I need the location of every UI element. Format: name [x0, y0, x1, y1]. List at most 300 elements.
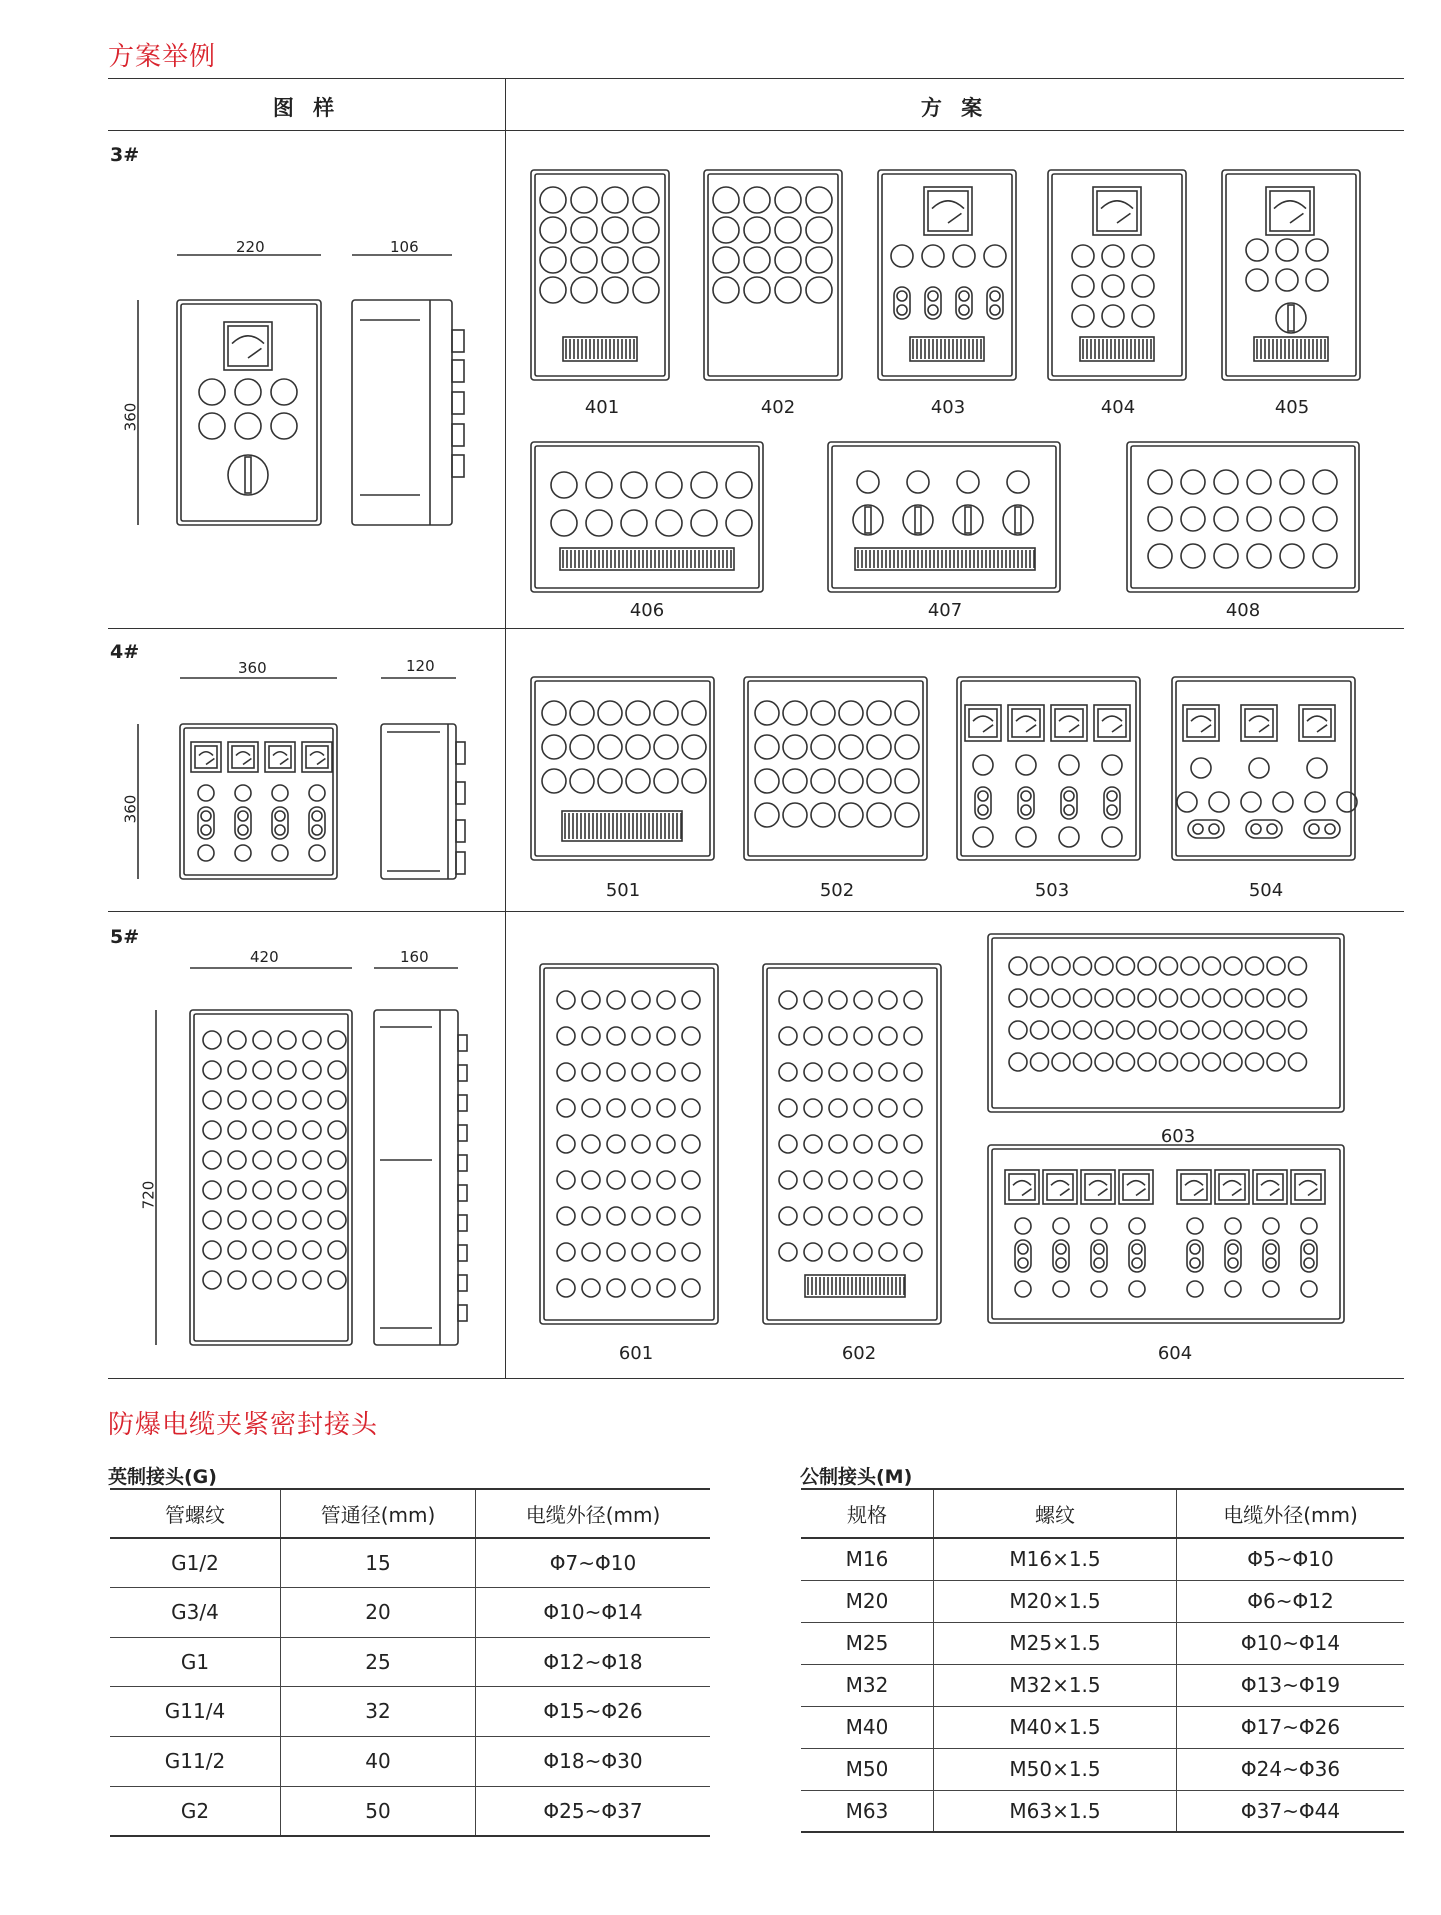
button-pair	[987, 287, 1003, 319]
button-pair	[1301, 1240, 1317, 1272]
hole-circle	[582, 1279, 600, 1297]
hole-circle	[570, 769, 594, 793]
meter-face	[928, 191, 968, 231]
meter-needle	[1270, 1189, 1280, 1196]
button	[959, 305, 969, 315]
hole-circle	[829, 991, 847, 1009]
enclosure-outline	[988, 1145, 1344, 1323]
gland	[458, 1155, 467, 1171]
button	[990, 291, 1000, 301]
hole-circle	[1214, 470, 1238, 494]
hole-circle	[804, 1243, 822, 1261]
dim-depth-4: 120	[406, 657, 435, 675]
meter-face	[1245, 709, 1273, 737]
hole-circle	[867, 701, 891, 725]
gland	[458, 1065, 467, 1081]
hole-circle	[1224, 1021, 1242, 1039]
button-pair	[1225, 1240, 1241, 1272]
meter-needle	[1022, 1189, 1032, 1196]
meter-frame	[1299, 705, 1335, 741]
hole-circle	[632, 1099, 650, 1117]
meter-face	[1303, 709, 1331, 737]
meter-face	[1012, 709, 1040, 737]
hole-circle	[713, 187, 739, 213]
hole-circle	[1241, 792, 1261, 812]
selector-switch	[1003, 505, 1033, 535]
side-view	[381, 724, 456, 879]
plan-label-401: 401	[584, 397, 620, 418]
hole-circle	[1102, 245, 1124, 267]
hole-circle	[303, 1211, 321, 1229]
table-cell: M63×1.5	[934, 1790, 1177, 1832]
metric-header-cable-od: 电缆外径(mm)	[1177, 1489, 1405, 1538]
button-pair	[956, 287, 972, 319]
hole-circle	[235, 785, 251, 801]
side-view	[352, 300, 452, 525]
switch-handle	[1288, 305, 1294, 331]
hole-circle	[1160, 1021, 1178, 1039]
meter-scale	[1016, 716, 1036, 721]
hole-circle	[203, 1241, 221, 1259]
button-pair	[1246, 820, 1282, 838]
hole-circle	[598, 701, 622, 725]
switch-handle	[965, 507, 971, 533]
hole-circle	[278, 1061, 296, 1079]
hole-circle	[557, 1207, 575, 1225]
button-pair	[1304, 820, 1340, 838]
hole-circle	[656, 472, 682, 498]
meter-needle	[317, 759, 325, 765]
hole-circle	[1072, 305, 1094, 327]
hole-circle	[867, 803, 891, 827]
hole-circle	[557, 1279, 575, 1297]
plan-label-503: 503	[1034, 880, 1070, 901]
gland	[458, 1215, 467, 1231]
hole-circle	[1337, 792, 1357, 812]
hole-circle	[1263, 1281, 1279, 1297]
gland	[458, 1245, 467, 1261]
meter-needle	[206, 759, 214, 765]
hole-circle	[551, 510, 577, 536]
hole-circle	[328, 1181, 346, 1199]
switch-handle	[1015, 507, 1021, 533]
hole-circle	[1132, 275, 1154, 297]
hole-circle	[632, 1027, 650, 1045]
button-pair	[1053, 1240, 1069, 1272]
hole-circle	[203, 1181, 221, 1199]
hole-circle	[303, 1061, 321, 1079]
meter-scale	[973, 716, 993, 721]
hole-circle	[203, 1211, 221, 1229]
hole-circle	[328, 1151, 346, 1169]
hole-circle	[1132, 245, 1154, 267]
hole-circle	[1301, 1281, 1317, 1297]
meter-needle	[1194, 1189, 1204, 1196]
hole-circle	[632, 1243, 650, 1261]
table-cell: Φ6~Φ12	[1177, 1580, 1405, 1622]
row-tag-3: 3#	[110, 144, 140, 166]
button	[1190, 1258, 1200, 1268]
plan-label-504: 504	[1248, 880, 1284, 901]
button-pair	[1018, 787, 1034, 819]
enclosure-inner	[748, 681, 923, 856]
enclosure-inner	[992, 1149, 1340, 1319]
hole-circle	[1181, 957, 1199, 975]
hole-circle	[1072, 275, 1094, 297]
table-bottom-rule	[108, 1378, 1404, 1379]
hole-circle	[582, 1063, 600, 1081]
hole-circle	[571, 217, 597, 243]
hole-circle	[253, 1061, 271, 1079]
switch-handle	[245, 457, 251, 493]
hole-circle	[682, 1171, 700, 1189]
hole-circle	[598, 735, 622, 759]
terminal-strip	[855, 548, 1035, 570]
hole-circle	[1263, 1218, 1279, 1234]
hole-circle	[228, 1121, 246, 1139]
hole-circle	[1246, 1021, 1264, 1039]
plan-label-407: 407	[927, 600, 963, 621]
hole-circle	[904, 1171, 922, 1189]
hole-circle	[1031, 989, 1049, 1007]
hole-circle	[806, 277, 832, 303]
hole-circle	[1247, 507, 1271, 531]
hole-circle	[328, 1091, 346, 1109]
table-cell: Φ25~Φ37	[476, 1786, 711, 1836]
meter-frame	[1266, 187, 1314, 235]
meter-scale	[1299, 1181, 1317, 1186]
hole-circle	[654, 701, 678, 725]
hole-circle	[328, 1211, 346, 1229]
meter-face	[1257, 1174, 1283, 1200]
gland	[452, 330, 464, 352]
meter-needle	[1026, 725, 1036, 732]
enclosure-inner	[535, 446, 759, 588]
hole-circle	[867, 735, 891, 759]
gland	[452, 455, 464, 477]
hole-circle	[755, 701, 779, 725]
button	[1107, 791, 1117, 801]
enclosure-outline	[988, 934, 1344, 1112]
enclosure-inner	[1226, 174, 1356, 376]
enclosure-outline	[177, 300, 321, 525]
enclosure-inner	[1052, 174, 1182, 376]
hole-circle	[907, 471, 929, 493]
hole-circle	[278, 1211, 296, 1229]
hole-circle	[1095, 1053, 1113, 1071]
hole-circle	[839, 701, 863, 725]
row-divider-2	[108, 911, 1404, 912]
meter-frame	[1215, 1170, 1249, 1204]
hole-circle	[278, 1181, 296, 1199]
hole-circle	[755, 803, 779, 827]
hole-circle	[804, 1171, 822, 1189]
selector-switch	[1276, 303, 1306, 333]
hole-circle	[253, 1151, 271, 1169]
meter-scale	[1185, 1181, 1203, 1186]
hole-circle	[1007, 471, 1029, 493]
hole-circle	[228, 1181, 246, 1199]
table-cell: M50×1.5	[934, 1748, 1177, 1790]
hole-circle	[1059, 755, 1079, 775]
hole-circle	[1224, 957, 1242, 975]
table-cell: M20	[801, 1580, 934, 1622]
table-cell: M40	[801, 1706, 934, 1748]
hole-circle	[1138, 1053, 1156, 1071]
british-header-bore: 管通径(mm)	[281, 1489, 476, 1538]
hole-circle	[775, 217, 801, 243]
button	[238, 825, 248, 835]
hole-circle	[804, 1063, 822, 1081]
button-pair	[235, 807, 251, 839]
hole-circle	[804, 991, 822, 1009]
hole-circle	[203, 1061, 221, 1079]
hole-circle	[691, 510, 717, 536]
table-row	[801, 1706, 1404, 1748]
button-pair	[1263, 1240, 1279, 1272]
hole-circle	[811, 769, 835, 793]
plan-label-408: 408	[1225, 600, 1261, 621]
side-view	[374, 1010, 458, 1345]
hole-circle	[271, 379, 297, 405]
hole-circle	[682, 1243, 700, 1261]
meter-frame	[228, 742, 258, 772]
hole-circle	[895, 769, 919, 793]
hole-circle	[1148, 470, 1172, 494]
hole-circle	[1009, 957, 1027, 975]
hole-circle	[582, 1207, 600, 1225]
hole-circle	[904, 1207, 922, 1225]
row-tag-4: 4#	[110, 641, 140, 663]
meter-needle	[243, 759, 251, 765]
hole-circle	[1246, 1053, 1264, 1071]
hole-circle	[278, 1151, 296, 1169]
hole-circle	[657, 1243, 675, 1261]
hole-circle	[253, 1121, 271, 1139]
hole-circle	[1246, 239, 1268, 261]
hole-circle	[1138, 957, 1156, 975]
hole-circle	[303, 1031, 321, 1049]
hole-circle	[744, 187, 770, 213]
terminal-strip	[560, 548, 734, 570]
terminal-strip	[910, 337, 984, 361]
terminal-strip	[562, 811, 682, 841]
table-cell: G1/2	[110, 1538, 281, 1587]
hole-circle	[811, 735, 835, 759]
hole-circle	[713, 217, 739, 243]
hole-circle	[1306, 239, 1328, 261]
hole-circle	[1095, 957, 1113, 975]
hole-circle	[895, 803, 919, 827]
meter-face	[228, 326, 268, 366]
row-divider-1	[108, 628, 1404, 629]
hole-circle	[657, 1063, 675, 1081]
hole-circle	[1095, 989, 1113, 1007]
hole-circle	[1181, 989, 1199, 1007]
terminal-strip	[805, 1275, 905, 1297]
plan-label-405: 405	[1274, 397, 1310, 418]
hole-circle	[1289, 1021, 1307, 1039]
button	[275, 811, 285, 821]
hole-circle	[626, 769, 650, 793]
hole-circle	[1031, 1053, 1049, 1071]
meter-face	[1181, 1174, 1207, 1200]
hole-circle	[1160, 1053, 1178, 1071]
meter-face	[1085, 1174, 1111, 1200]
hole-circle	[744, 277, 770, 303]
table-cell: Φ18~Φ30	[476, 1736, 711, 1786]
hole-circle	[806, 217, 832, 243]
enclosure-inner	[992, 938, 1340, 1108]
hole-circle	[973, 755, 993, 775]
hole-circle	[582, 991, 600, 1009]
enclosure-outline	[1222, 170, 1360, 380]
enclosure-inner	[194, 1014, 348, 1341]
hole-circle	[586, 472, 612, 498]
hole-circle	[253, 1031, 271, 1049]
hole-circle	[228, 1031, 246, 1049]
meter-frame	[1008, 705, 1044, 741]
metric-header-spec: 规格	[801, 1489, 934, 1538]
dim-depth-5: 160	[400, 948, 429, 966]
meter-face	[232, 746, 254, 768]
hole-circle	[775, 247, 801, 273]
hole-circle	[582, 1171, 600, 1189]
button	[312, 811, 322, 821]
hole-circle	[1187, 1281, 1203, 1297]
button	[1304, 1244, 1314, 1254]
hole-circle	[854, 1063, 872, 1081]
hole-circle	[1247, 470, 1271, 494]
selector-switch	[853, 505, 883, 535]
meter-scale	[1274, 201, 1306, 209]
button-pair	[198, 807, 214, 839]
plan-label-604: 604	[1157, 1343, 1193, 1364]
hole-circle	[1289, 989, 1307, 1007]
metric-header-thread: 螺纹	[934, 1489, 1177, 1538]
hole-circle	[235, 379, 261, 405]
hole-circle	[657, 1135, 675, 1153]
switch-handle	[915, 507, 921, 533]
hole-circle	[1148, 544, 1172, 568]
table-header-rule	[108, 130, 1404, 131]
hole-circle	[713, 277, 739, 303]
hole-circle	[839, 803, 863, 827]
hole-circle	[328, 1031, 346, 1049]
hole-circle	[804, 1027, 822, 1045]
meter-face	[1295, 1174, 1321, 1200]
hole-circle	[607, 1207, 625, 1225]
hole-circle	[607, 991, 625, 1009]
hole-circle	[726, 472, 752, 498]
hole-circle	[557, 991, 575, 1009]
hole-circle	[633, 247, 659, 273]
hole-circle	[571, 247, 597, 273]
enclosure-outline	[744, 677, 927, 860]
plan-label-501: 501	[605, 880, 641, 901]
button	[1132, 1244, 1142, 1254]
table-cell: G2	[110, 1786, 281, 1836]
meter-scale	[1051, 1181, 1069, 1186]
table-cell: M16×1.5	[934, 1538, 1177, 1580]
hole-circle	[755, 735, 779, 759]
terminal-strip	[563, 337, 637, 361]
meter-needle	[1308, 1189, 1318, 1196]
button	[1018, 1244, 1028, 1254]
hole-circle	[1015, 1218, 1031, 1234]
button	[990, 305, 1000, 315]
dim-height-5: 720	[139, 1180, 158, 1210]
hole-circle	[867, 769, 891, 793]
hole-circle	[1015, 1281, 1031, 1297]
meter-face	[1270, 191, 1310, 231]
hole-circle	[571, 277, 597, 303]
hole-circle	[1091, 1281, 1107, 1297]
meter-face	[1009, 1174, 1035, 1200]
hole-circle	[1177, 792, 1197, 812]
hole-circle	[829, 1027, 847, 1045]
table-cell: G3/4	[110, 1587, 281, 1637]
hole-circle	[557, 1027, 575, 1045]
metric-table-title: 公制接头(M)	[800, 1466, 913, 1488]
british-table-title: 英制接头(G)	[108, 1466, 217, 1488]
button	[978, 791, 988, 801]
meter-frame	[1119, 1170, 1153, 1204]
section-title-cable-glands: 防爆电缆夹紧密封接头	[108, 1410, 379, 1440]
table-row	[801, 1538, 1404, 1580]
button	[238, 811, 248, 821]
hole-circle	[1016, 827, 1036, 847]
meter-needle	[983, 725, 993, 732]
enclosure-outline	[180, 724, 337, 879]
hole-circle	[839, 769, 863, 793]
hole-circle	[1209, 792, 1229, 812]
hole-circle	[682, 1099, 700, 1117]
selector-switch	[228, 455, 268, 495]
hole-circle	[806, 187, 832, 213]
selector-switch	[903, 505, 933, 535]
hole-circle	[1102, 305, 1124, 327]
hole-circle	[1117, 1053, 1135, 1071]
hole-circle	[607, 1099, 625, 1117]
button	[1056, 1244, 1066, 1254]
meter-frame	[1291, 1170, 1325, 1204]
table-row	[801, 1790, 1404, 1832]
hole-circle	[1307, 758, 1327, 778]
table-cell: M32×1.5	[934, 1664, 1177, 1706]
button	[1304, 1258, 1314, 1268]
meter-face	[1187, 709, 1215, 737]
button	[1018, 1258, 1028, 1268]
hole-circle	[829, 1171, 847, 1189]
hole-circle	[682, 991, 700, 1009]
enclosure-outline	[828, 442, 1060, 592]
meter-frame	[1183, 705, 1219, 741]
british-gland-table	[110, 1488, 710, 1837]
hole-circle	[1267, 957, 1285, 975]
hole-circle	[632, 1135, 650, 1153]
hole-circle	[779, 1243, 797, 1261]
hole-circle	[804, 1207, 822, 1225]
table-row	[110, 1538, 710, 1587]
button-pair	[925, 287, 941, 319]
hole-circle	[879, 1171, 897, 1189]
hole-circle	[1031, 1021, 1049, 1039]
meter-face	[1219, 1174, 1245, 1200]
hole-circle	[1246, 957, 1264, 975]
hole-circle	[657, 991, 675, 1009]
enclosure-outline	[1172, 677, 1355, 860]
